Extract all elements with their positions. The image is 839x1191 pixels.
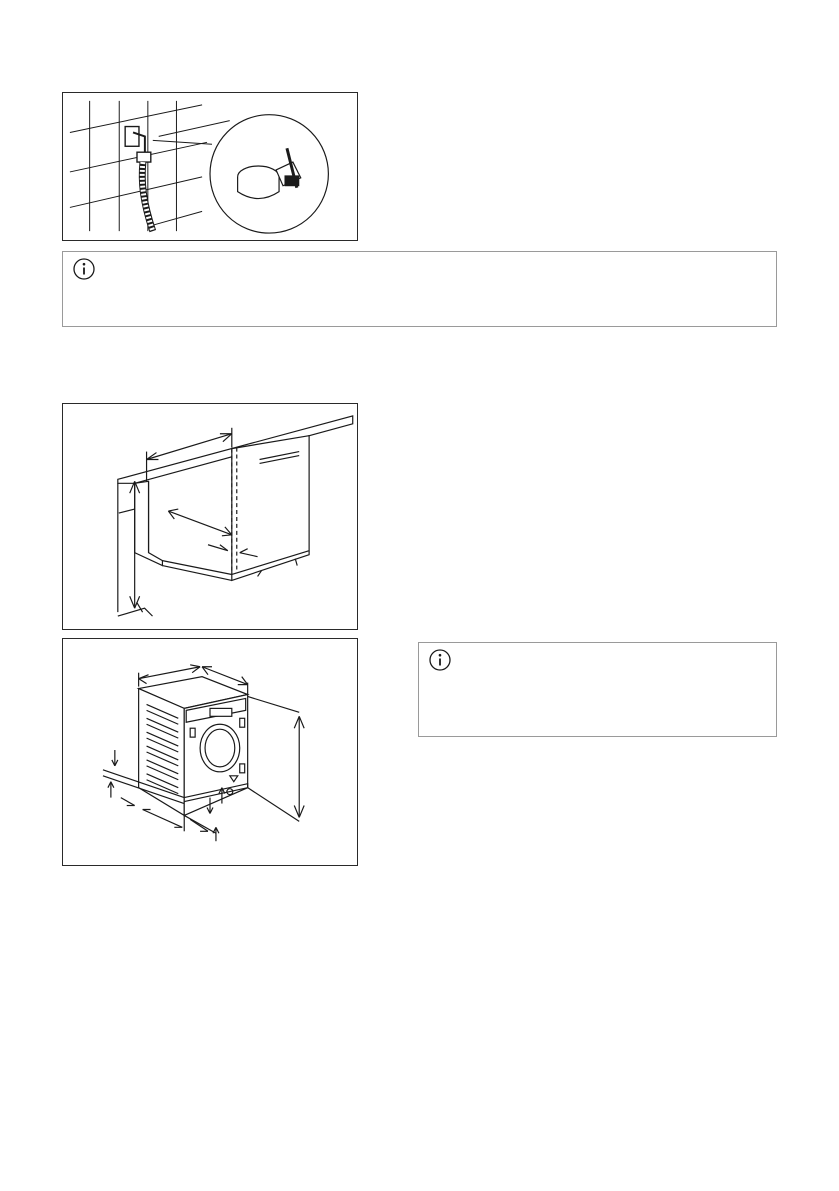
hose-clamp-illustration [63, 93, 357, 240]
figure-drain-hose [62, 92, 358, 241]
info-note-1 [62, 251, 777, 327]
figure-cabinet-niche [62, 403, 358, 630]
figure-machine-dimensions [62, 638, 358, 866]
info-icon [429, 649, 451, 671]
drain-outlet [125, 127, 139, 147]
wall-line [153, 211, 202, 225]
door-porthole [200, 724, 240, 772]
info-icon [73, 258, 95, 280]
cabinet-niche-illustration [63, 404, 357, 629]
dimension-arrow [143, 809, 183, 827]
info-note-2 [418, 642, 777, 737]
dimension-arrow [168, 511, 231, 535]
dimension-arrow [139, 667, 200, 679]
appliance-dimensions-illustration [63, 639, 357, 865]
